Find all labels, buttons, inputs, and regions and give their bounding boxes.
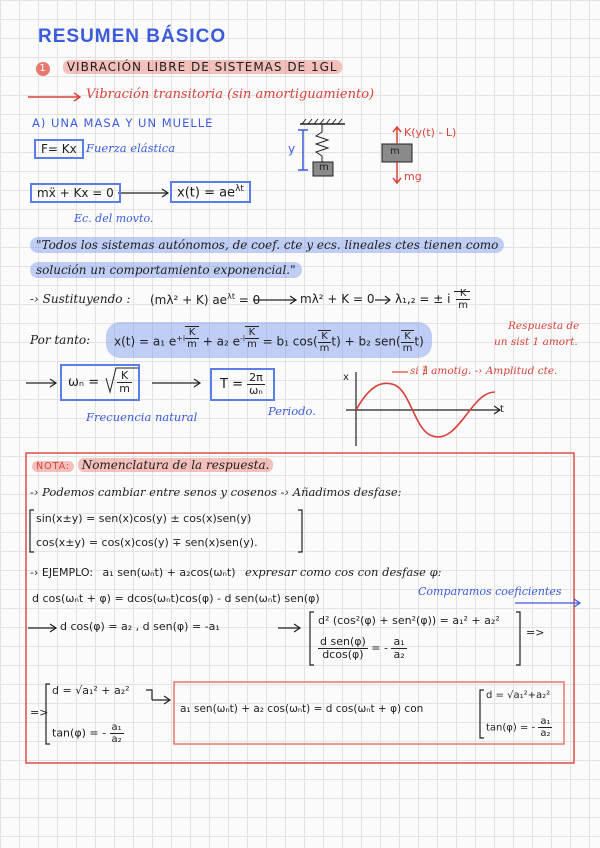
sust-eq2: mλ² + K = 0 [300, 292, 375, 306]
portanto-k4: K [401, 331, 415, 343]
tan-result-a2: a₂ [111, 734, 122, 745]
implies-1: => [526, 626, 545, 639]
fraction-den: dcos(φ) [322, 648, 364, 662]
force-up-label: K(y(t) - L) [404, 126, 457, 139]
final-tan [486, 716, 552, 739]
nota-title: Nomenclatura de la respuesta. [78, 458, 274, 472]
fraction-eq [318, 636, 407, 661]
graph-t-axis: t [500, 404, 504, 415]
nota-tag: NOTA: [32, 461, 74, 472]
portanto-sup2 [239, 327, 259, 350]
trig-identity-1: sin(x±y) = sen(x)cos(y) ± cos(x)sen(y) [36, 512, 252, 525]
coef-equations: d cos(φ) = a₂ , d sen(φ) = -a₁ [60, 620, 220, 633]
omega-k: K [117, 370, 132, 383]
portanto-m3: m [319, 343, 330, 354]
graph-note: si ∄ amotig. -› Amplitud cte. [410, 365, 558, 377]
portanto-ineg: -i [239, 333, 246, 343]
portanto-expr [106, 322, 432, 358]
quote-text-1: "Todos los sistemas autónomos, de coef. cte y ecs. lineales ctes tienen como [30, 237, 504, 253]
motion-equation: mẍ + Kx = 0 [30, 183, 121, 203]
portanto-eq: = b₁ cos( [262, 334, 318, 349]
final-result: a₁ sen(ωₙt) + a₂ cos(ωₙt) = d cos(ωₙt + φ) con [180, 703, 424, 715]
figure-mass-label: m [319, 162, 329, 173]
motion-solution-exp: λt [235, 184, 244, 194]
section-title: VIBRACIÓN LIBRE DE SISTEMAS DE 1GL [63, 60, 342, 74]
sust-lambda [395, 288, 470, 311]
final-d: d = √a₁²+a₂² [486, 690, 551, 701]
nota-line-1: -› Podemos cambiar entre senos y cosenos -› Añadimos desfase: [30, 485, 402, 499]
example-text: expresar como cos con desfase φ: [245, 565, 442, 579]
period-formula [210, 368, 275, 401]
fraction-a2: a₂ [393, 648, 405, 662]
example-expr: a₁ sen(ωₙt) + a₂cos(ωₙt) [102, 566, 236, 579]
tan-result-a1: a₁ [111, 722, 122, 733]
period-t: T = [220, 377, 243, 393]
fraction-num: d sen(φ) [320, 635, 366, 648]
final-tan-a2: a₂ [540, 728, 551, 739]
sust-expr [150, 292, 260, 307]
period-num: 2π [249, 371, 263, 384]
quote-line-1 [30, 238, 504, 252]
portanto-sup1 [176, 327, 199, 350]
hooke-formula: F= Kx [34, 139, 84, 159]
quote-line-2 [30, 263, 302, 277]
example-line [30, 565, 442, 579]
square-sum: d² (cos²(φ) + sen²(φ)) = a₁² + a₂² [318, 614, 500, 627]
dcos-expansion: d cos(ωₙt + φ) = dcos(ωₙt)cos(φ) - d sen(ωₙt) sen(φ) [32, 592, 320, 605]
portanto-k1: K [185, 327, 199, 339]
portanto-plus: + a₂ e [202, 334, 240, 349]
motion-label: Ec. del movto. [74, 212, 154, 225]
figure-mass-label-2: m [390, 146, 400, 157]
graph-x-axis: x [343, 372, 349, 383]
portanto-k3: K [318, 331, 332, 343]
motion-solution [170, 181, 251, 203]
page-title: RESUMEN BÁSICO [38, 26, 227, 47]
portanto-m2: m [247, 339, 257, 350]
portanto-m1: m [187, 339, 197, 350]
portanto-x: x(t) = a₁ e [114, 334, 177, 349]
trig-identity-2: cos(x±y) = cos(x)cos(y) ∓ sen(x)sen(y). [36, 536, 258, 549]
motion-solution-base: x(t) = ae [177, 185, 236, 201]
period-label: Periodo. [268, 404, 316, 418]
omega-m: m [119, 382, 130, 396]
portanto-note-2: un sist 1 amort. [494, 336, 578, 348]
tan-result [52, 722, 124, 745]
final-tan-text: tan(φ) = - [486, 722, 536, 734]
quote-text-2: solución un comportamiento exponencial." [30, 262, 302, 278]
sust-expr-base: (mλ² + K) ae [150, 293, 228, 307]
fraction-a1: a₁ [393, 635, 405, 648]
final-tan-a1: a₁ [540, 716, 551, 727]
subtitle: Vibración transitoria (sin amortiguamiento) [86, 87, 375, 102]
hooke-label: Fuerza elástica [86, 141, 176, 155]
tan-result-text: tan(φ) = - [52, 726, 107, 740]
force-down-label: mg [404, 170, 422, 183]
part-a-heading: A) UNA MASA Y UN MUELLE [32, 116, 214, 130]
portanto-k2: K [245, 327, 259, 339]
sust-m: m [458, 300, 469, 311]
sust-k: K [456, 288, 470, 300]
portanto-m4: m [402, 343, 413, 354]
omega-label: Frecuencia natural [86, 410, 198, 424]
implies-2: => [30, 706, 49, 719]
portanto-note-1: Respuesta de [508, 320, 580, 332]
sust-expr-exp: λt [227, 292, 235, 301]
sust-prefix: -› Sustituyendo : [30, 292, 131, 306]
compare-note: Comparamos coeficientes [418, 585, 562, 598]
nota-heading [32, 458, 273, 472]
portanto-ipos: +i [176, 333, 186, 343]
portanto-prefix: Por tanto: [30, 333, 91, 347]
fraction-eq-sign: = - [371, 641, 388, 655]
figure-y-label: y [288, 142, 296, 156]
example-prefix: -› EJEMPLO: [30, 566, 94, 579]
omega-w: ωₙ = [68, 375, 100, 391]
sust-eq0: = 0 [238, 293, 261, 307]
section-number: 1 [36, 62, 50, 76]
portanto-t: t) + b₂ sen( [331, 334, 401, 349]
d-result: d = √a₁² + a₂² [52, 684, 130, 697]
omega-formula [60, 364, 140, 401]
period-den: ωₙ [249, 384, 263, 398]
sust-lambda-text: λ₁,₂ = ± i [395, 292, 451, 306]
portanto-tend: t) [414, 334, 424, 349]
